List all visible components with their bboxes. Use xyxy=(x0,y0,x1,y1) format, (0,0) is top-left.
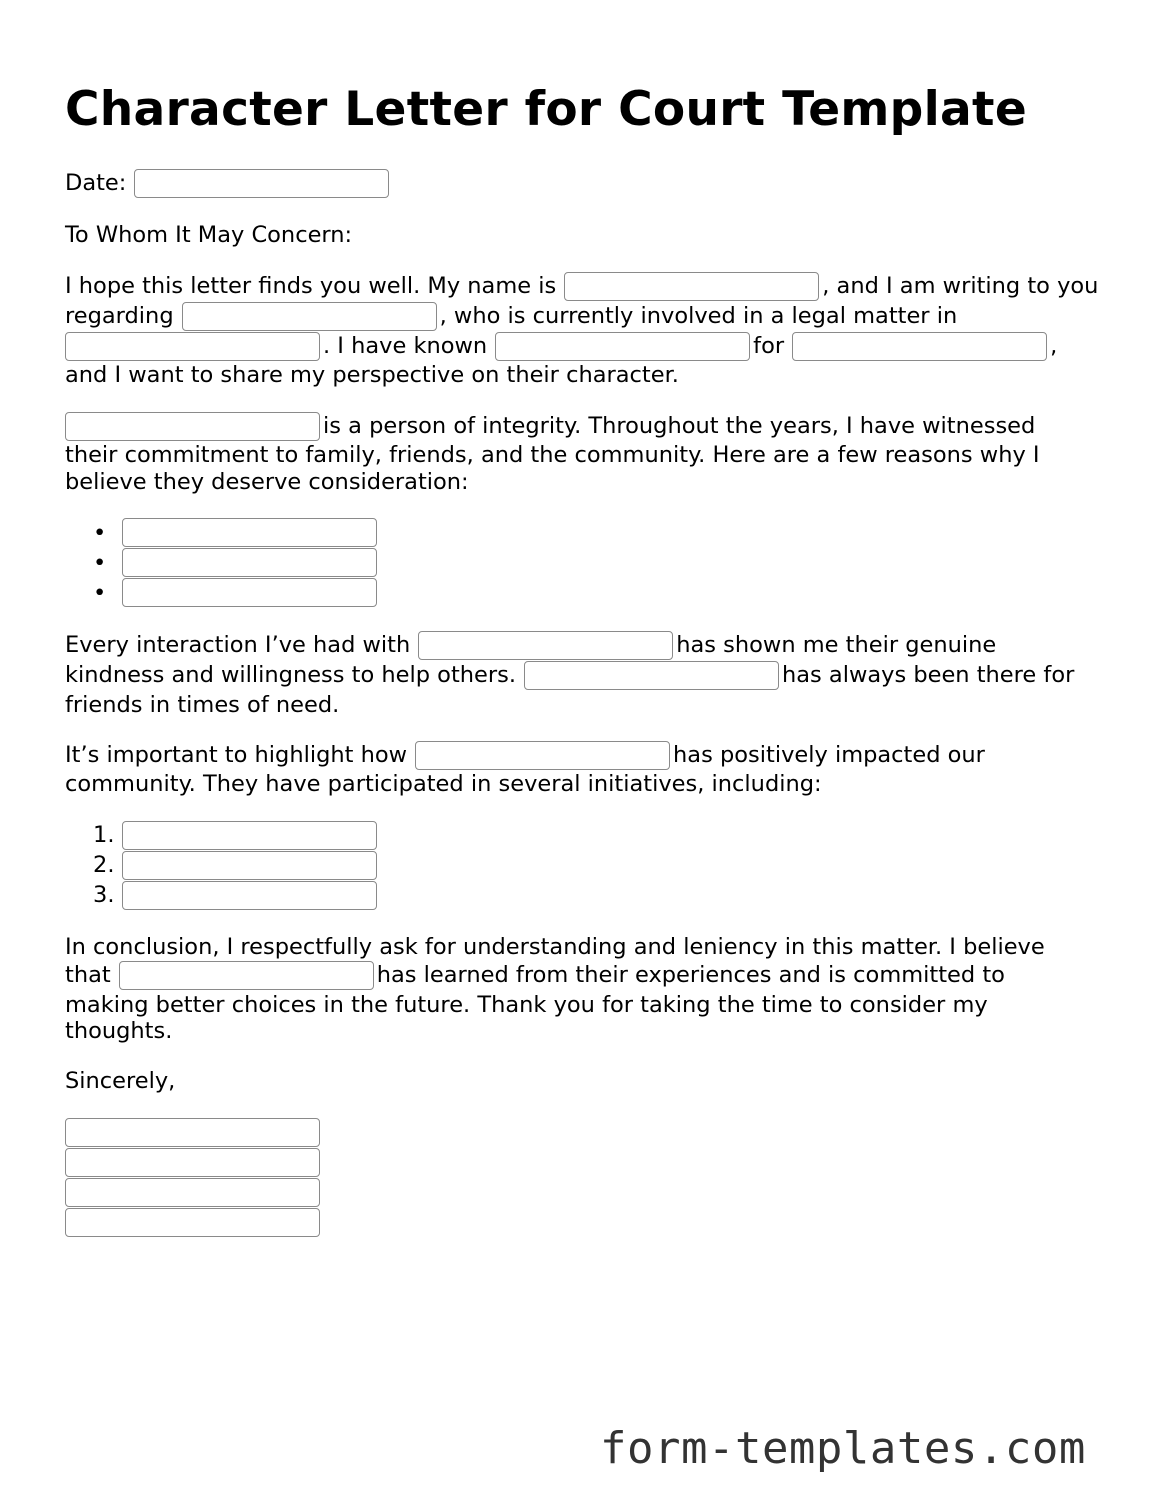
para3-line3: friends in times of need. xyxy=(65,692,340,718)
para1-text: for xyxy=(753,333,785,359)
para5-line2 xyxy=(65,960,1005,990)
para1-text: I hope this letter finds you well. My name is xyxy=(65,273,557,299)
para2-text: is a person of integrity. Throughout the years, I have witnessed xyxy=(323,413,1036,439)
signature-email-input[interactable] xyxy=(65,1208,320,1237)
para3-text: kindness and willingness to help others. xyxy=(65,662,516,688)
bullet-marker: • xyxy=(93,550,107,576)
reason-input-1[interactable] xyxy=(122,518,377,547)
signature-name-input[interactable] xyxy=(65,1118,320,1147)
para5-text: that xyxy=(65,962,111,988)
reason-input-3[interactable] xyxy=(122,578,377,607)
person-name-input-2[interactable] xyxy=(418,631,673,660)
bullet-marker: • xyxy=(93,520,107,546)
para4-text: has positively impacted our xyxy=(673,742,985,768)
list-number: 3. xyxy=(93,882,115,908)
page-title: Character Letter for Court Template xyxy=(65,82,1027,137)
list-number: 1. xyxy=(93,822,115,848)
initiative-input-3[interactable] xyxy=(122,881,377,910)
writer-name-input[interactable] xyxy=(564,272,819,301)
para1-text: , xyxy=(1050,333,1058,359)
para3-line2 xyxy=(65,660,1074,690)
para1-line3 xyxy=(65,331,1057,361)
list-number: 2. xyxy=(93,852,115,878)
para2-line3: believe they deserve consideration: xyxy=(65,469,469,495)
defendant-name-input[interactable] xyxy=(182,302,437,331)
person-name-input[interactable] xyxy=(65,412,320,441)
relationship-input[interactable] xyxy=(495,332,750,361)
signature-phone-input[interactable] xyxy=(65,1178,320,1207)
para4-text: It’s important to highlight how xyxy=(65,742,408,768)
para4-line1 xyxy=(65,740,985,770)
watermark: form-templates.com xyxy=(600,1423,1086,1474)
bullet-marker: • xyxy=(93,580,107,606)
signature-address-input[interactable] xyxy=(65,1148,320,1177)
duration-input[interactable] xyxy=(792,332,1047,361)
person-name-input-4[interactable] xyxy=(415,741,670,770)
para1-line2 xyxy=(65,301,957,331)
para1-text: , who is currently involved in a legal matter in xyxy=(439,303,958,329)
para2-line1 xyxy=(65,411,1035,441)
para5-line1: In conclusion, I respectfully ask for understanding and leniency in this matter. I believe xyxy=(65,934,1045,960)
para3-text: Every interaction I’ve had with xyxy=(65,632,411,658)
para1-text: . I have known xyxy=(323,333,488,359)
person-name-input-3[interactable] xyxy=(524,661,779,690)
para3-text: has shown me their genuine xyxy=(676,632,997,658)
para1-text: regarding xyxy=(65,303,174,329)
para5-text: has learned from their experiences and is committed to xyxy=(376,962,1005,988)
para5-line4: thoughts. xyxy=(65,1018,173,1044)
para4-line2: community. They have participated in several initiatives, including: xyxy=(65,771,822,797)
initiative-input-1[interactable] xyxy=(122,821,377,850)
para3-text: has always been there for xyxy=(782,662,1075,688)
jurisdiction-input[interactable] xyxy=(65,332,320,361)
date-input[interactable] xyxy=(134,169,389,198)
para1-line4: and I want to share my perspective on their character. xyxy=(65,362,679,388)
para2-line2: their commitment to family, friends, and the community. Here are a few reasons why I xyxy=(65,442,1040,468)
closing: Sincerely, xyxy=(65,1068,176,1094)
initiative-input-2[interactable] xyxy=(122,851,377,880)
para1-line1 xyxy=(65,271,1098,301)
salutation: To Whom It May Concern: xyxy=(65,222,353,248)
reason-input-2[interactable] xyxy=(122,548,377,577)
para3-line1 xyxy=(65,630,996,660)
person-name-input-5[interactable] xyxy=(119,961,374,990)
date-label: Date: xyxy=(65,170,127,196)
date-line xyxy=(65,168,392,198)
para5-line3: making better choices in the future. Thank you for taking the time to consider my xyxy=(65,992,988,1018)
para1-text: , and I am writing to you xyxy=(822,273,1099,299)
